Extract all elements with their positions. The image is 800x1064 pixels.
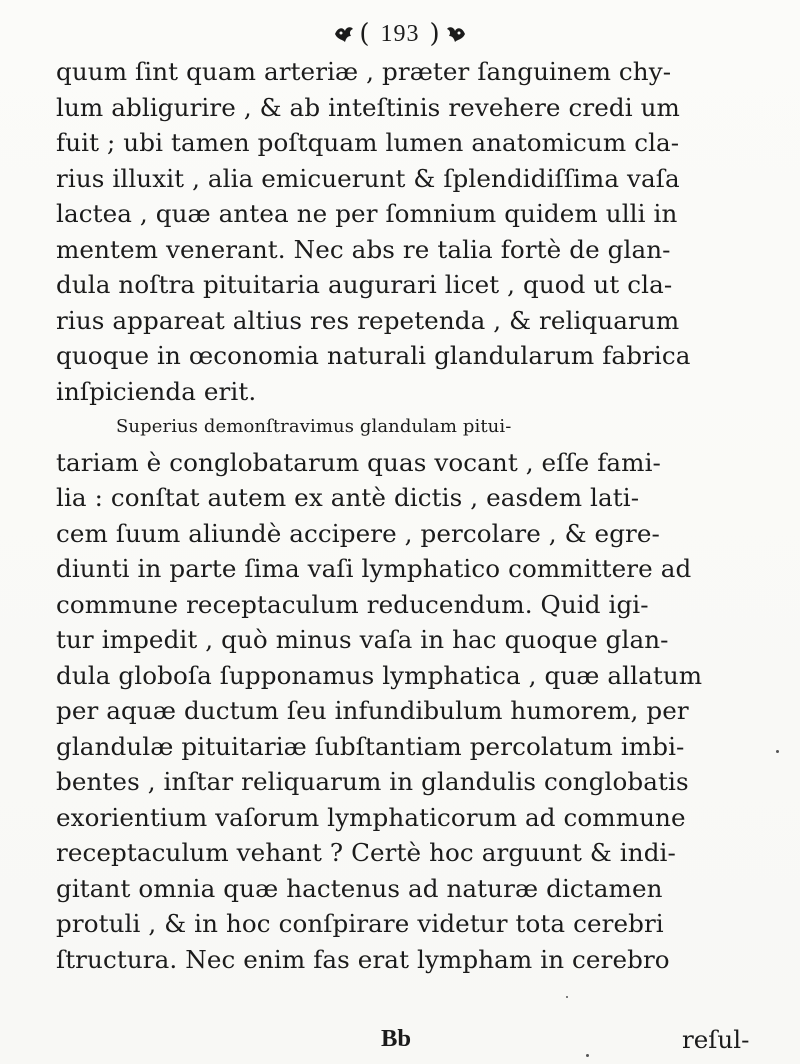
catchword: reſul- — [682, 1025, 750, 1054]
text-line: quum ſint quam arteriæ , præter ſanguinem chy- — [56, 57, 672, 86]
text-line: per aquæ ductum ſeu infundibulum humorem, per — [56, 696, 689, 725]
running-header — [0, 12, 800, 56]
left-paren: ( — [359, 19, 371, 49]
paper-speck — [586, 1054, 589, 1057]
text-line: bentes , inſtar reliquarum in glandulis conglobatis — [56, 767, 689, 796]
text-line: receptaculum vehant ? Certè hoc arguunt & indi- — [56, 838, 676, 867]
text-line: lactea , quæ antea ne per ſomnium quidem ulli in — [56, 199, 678, 228]
text-line: lum abligurire , & ab inteſtinis revehere credi um — [56, 92, 680, 122]
fleuron-left-icon — [333, 23, 355, 45]
paragraph-start-line: Superius demonſtravimus glandulam pitui- — [116, 416, 512, 437]
text-line: rius appareat altius res repetenda , & reliquarum — [56, 305, 680, 335]
text-line: dula globoſa ſupponamus lymphatica , quæ allatum — [56, 660, 703, 690]
text-line: tariam è conglobatarum quas vocant , eſſe fami- — [56, 447, 661, 477]
paper-speck — [776, 750, 779, 753]
right-paren: ) — [429, 19, 441, 49]
body-text — [56, 54, 756, 977]
text-line: protuli , & in hoc conſpirare videtur tota cerebri — [56, 909, 664, 938]
text-line: mentem venerant. Nec abs re talia fortè de glan- — [56, 234, 671, 264]
text-line: ſtructura. Nec enim fas erat lympham in cerebro — [56, 944, 670, 974]
text-line: glandulæ pituitariæ ſubſtantiam percolatum imbi- — [56, 731, 685, 761]
text-line: diunti in parte ſima vaſi lymphatico committere ad — [56, 554, 692, 583]
text-line: dula noſtra pituitaria augurari licet , quod ut cla- — [56, 270, 673, 299]
page-footer — [0, 1025, 800, 1055]
signature-mark: Bb — [381, 1025, 412, 1052]
paper-speck — [566, 996, 568, 998]
text-line: inſpicienda erit. — [56, 376, 257, 406]
text-line: cem ſuum aliundè accipere , percolare , & egre- — [56, 518, 660, 548]
page-number: 193 — [380, 20, 420, 47]
text-line: exorientium vaſorum lymphaticorum ad commune — [56, 802, 686, 832]
text-line: lia : conſtat autem ex antè dictis , easdem lati- — [56, 483, 640, 512]
text-line: quoque in œconomia naturali glandularum fabrica — [56, 341, 691, 370]
text-line: commune receptaculum reducendum. Quid igi- — [56, 589, 649, 619]
text-line: rius illuxit , alia emicuerunt & ſplendidiſſima vaſa — [56, 163, 680, 193]
text-line: tur impedit , quò minus vaſa in hac quoque glan- — [56, 625, 669, 654]
text-line: fuit ; ubi tamen poſtquam lumen anatomicum cla- — [56, 128, 680, 157]
fleuron-right-icon — [445, 23, 467, 45]
text-line: gitant omnia quæ hactenus ad naturæ dictamen — [56, 873, 663, 903]
